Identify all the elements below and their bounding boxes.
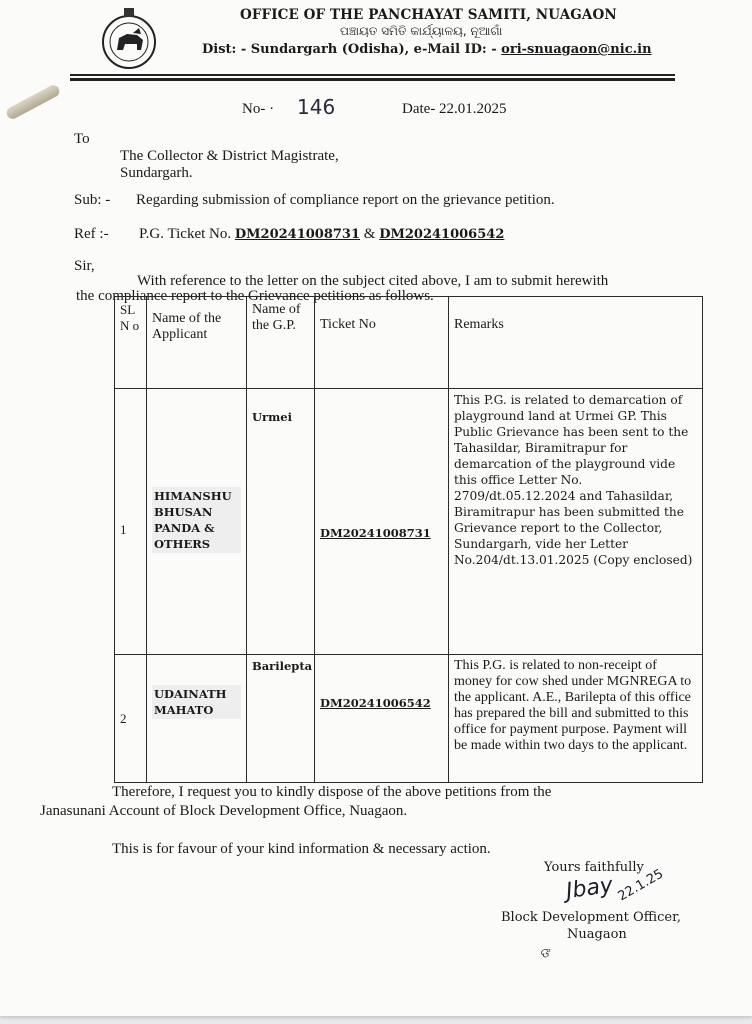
ref-ticket-1: DM20241008731: [234, 227, 361, 242]
header-rule-thick: [70, 78, 675, 81]
letter-date: Date- 22.01.2025: [402, 101, 507, 117]
ref-prefix: P.G. Ticket No.: [139, 226, 235, 242]
designation: Block Development Officer,: [501, 910, 681, 925]
table-row: [115, 389, 703, 655]
salutation: Sir,: [74, 258, 95, 274]
row-gp: [247, 655, 315, 783]
office-district-email: [202, 42, 652, 57]
letter-number-label: No- ·: [242, 101, 275, 117]
table-header-row: [115, 297, 703, 389]
district-label: Dist: - Sundargarh (Odisha), e-Mail ID: -: [202, 42, 502, 57]
row-ticket: [315, 655, 449, 783]
subject-text: Regarding submission of compliance report on the grievance petition.: [136, 192, 555, 208]
subject-label: Sub: -: [74, 192, 111, 208]
yours-faithfully: Yours faithfully: [544, 860, 644, 875]
ref-ticket-2: DM20241006542: [379, 227, 505, 242]
letter-number-handwritten: 146: [297, 95, 336, 119]
office-title-odia: ପଞ୍ଚାୟତ ସମିତି କାର୍ଯ୍ୟାଳୟ, ନୂଆଗାଁ: [340, 24, 503, 38]
office-email-link[interactable]: ori-snuagaon@nic.in: [501, 42, 652, 57]
applicant-name: UDAINATH MAHATO: [152, 685, 241, 719]
header-ticket: Ticket No: [315, 297, 449, 389]
office-title: OFFICE OF THE PANCHAYAT SAMITI, NUAGAON: [240, 7, 617, 23]
gp-name: Barilepta: [252, 659, 313, 673]
ticket-number: DM20241006542: [320, 696, 431, 710]
intro-line-1: With reference to the letter on the subject cited above, I am to submit herewith: [137, 273, 609, 289]
grievance-table: [114, 296, 703, 783]
signature: Jbay: [564, 872, 615, 905]
reference-text: [139, 226, 504, 243]
signature-date: 22.1.25: [615, 866, 667, 905]
table-row: [115, 655, 703, 783]
header-remarks: Remarks: [449, 297, 703, 389]
closing-para-2: This is for favour of your kind information & necessary action.: [112, 841, 491, 857]
row-applicant: [147, 655, 247, 783]
row-ticket: [315, 389, 449, 655]
staple-mark: [5, 83, 62, 121]
closing-para-1-line-2: Janasunani Account of Block Development Office, Nuagaon.: [40, 803, 408, 819]
ticket-number: DM20241008731: [320, 525, 431, 540]
row-sl: 2: [115, 655, 147, 783]
row-applicant: [147, 389, 247, 655]
row-remarks: This P.G. is related to demarcation of playground land at Urmei GP. This Public Grievance has been sent to the Tahasildar, Biramitrapur for demarcation of the playground vide this office Letter No. 2709/dt.05.12.2024 and Tahasildar, Biramitrapur has been submitted the Grievance report to the Collector, Sundargarh, vide her Letter No.204/dt.13.01.2025 (Copy enclosed): [449, 389, 703, 655]
initial-mark: ଙ: [538, 944, 555, 963]
header-gp: Name of the G.P.: [247, 297, 315, 389]
applicant-name: HIMANSHU BHUSAN PANDA & OTHERS: [152, 487, 241, 553]
addressee-line-2: Sundargarh.: [120, 165, 193, 181]
closing-para-1-line-1: Therefore, I request you to kindly dispose of the above petitions from the: [112, 784, 552, 800]
signatory-place: Nuagaon: [567, 927, 627, 942]
reference-label: Ref :-: [74, 226, 109, 242]
to-label: To: [74, 131, 90, 147]
header-sl-no: SL N o: [115, 297, 147, 389]
ref-and: &: [360, 226, 380, 242]
odisha-govt-emblem-icon: [97, 6, 161, 70]
addressee-line-1: The Collector & District Magistrate,: [120, 148, 339, 164]
row-sl: 1: [115, 389, 147, 655]
intro-line-2: the compliance report to the Grievance petitions as follows.: [76, 288, 434, 304]
gp-name: Urmei: [252, 410, 292, 424]
header-rule-thin: [70, 74, 675, 76]
row-gp: [247, 389, 315, 655]
header-applicant: Name of the Applicant: [147, 297, 247, 389]
row-remarks: This P.G. is related to non-receipt of money for cow shed under MGNREGA to the applicant. A.E., Barilepta of this office has prepared the bill and submitted to this office for payment purpose. Payment will be made within two days to the applicant.: [449, 655, 703, 783]
